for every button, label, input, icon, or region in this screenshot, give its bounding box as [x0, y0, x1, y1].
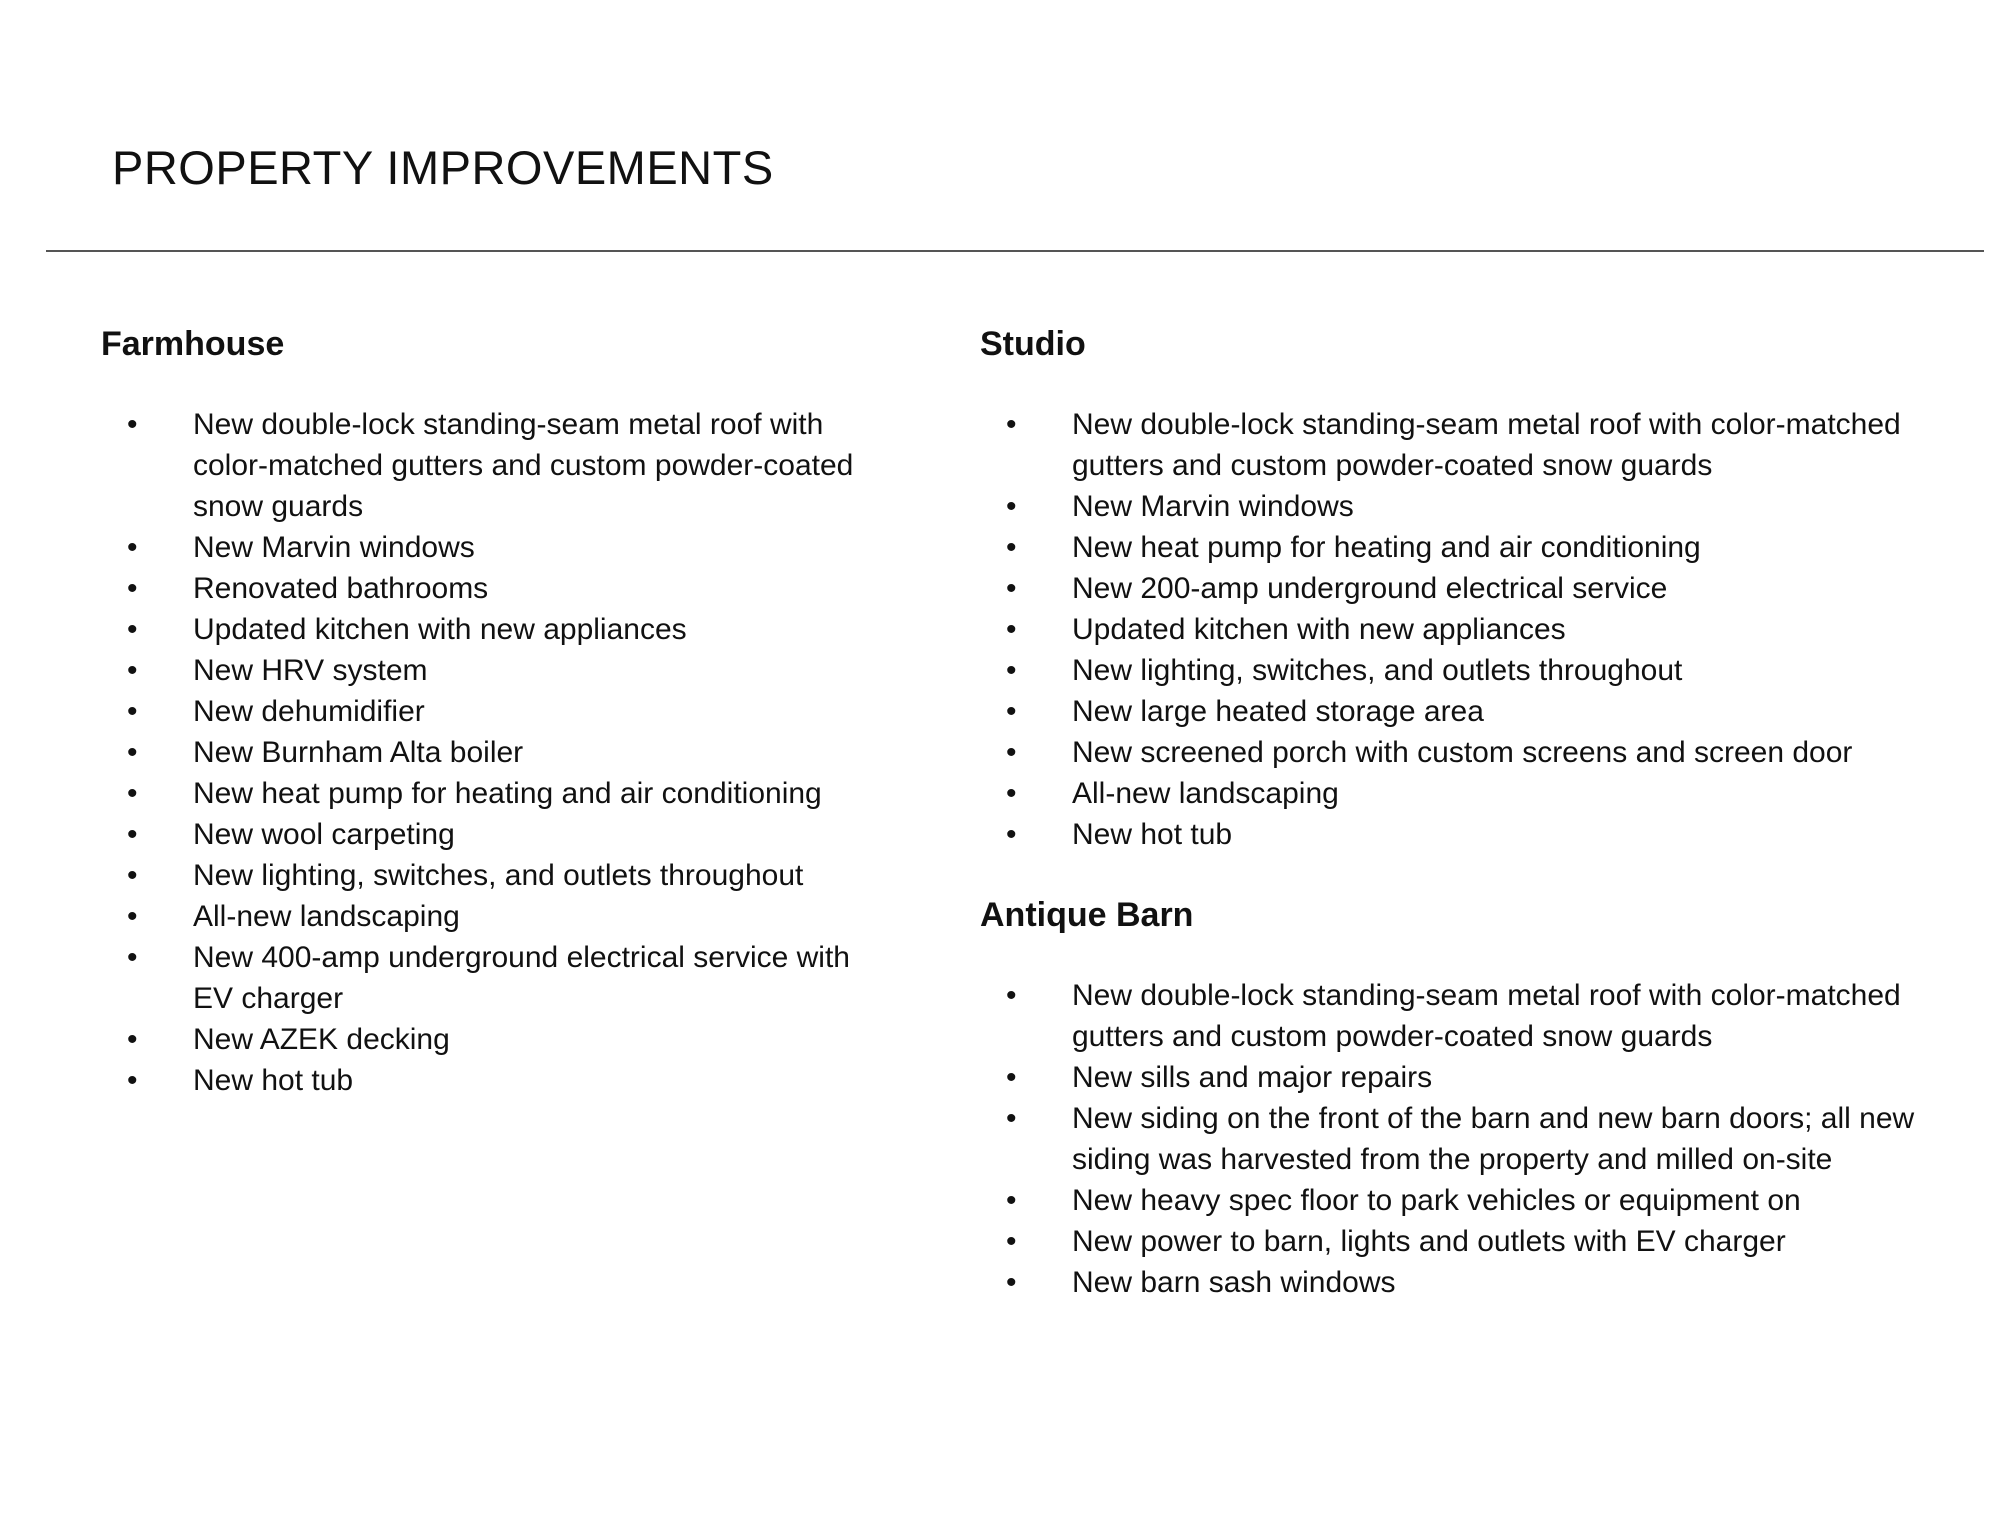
- list-item: [101, 691, 901, 732]
- list-item: [101, 1019, 901, 1060]
- bullet-icon: •: [1006, 1266, 1017, 1299]
- list-item: [101, 814, 901, 855]
- list-item-text: New lighting, switches, and outlets throughout: [193, 859, 804, 892]
- list-item-text: All-new landscaping: [193, 900, 460, 933]
- list-item: [980, 1098, 1980, 1180]
- list-item-text: All-new landscaping: [1072, 777, 1339, 810]
- list-item: [101, 650, 901, 691]
- bullet-icon: •: [127, 736, 138, 769]
- list-item: [101, 773, 901, 814]
- list-item: [101, 855, 901, 896]
- farmhouse-list: [101, 404, 901, 1101]
- bullet-icon: •: [1006, 572, 1017, 605]
- bullet-icon: •: [1006, 654, 1017, 687]
- list-item: [980, 568, 1980, 609]
- studio-barn-column: [980, 322, 1980, 1303]
- list-item: [101, 1060, 901, 1101]
- title-divider: [46, 250, 1984, 252]
- list-item: [101, 568, 901, 609]
- list-item: [101, 732, 901, 773]
- list-item-text: New power to barn, lights and outlets with EV charger: [1072, 1225, 1786, 1258]
- list-item: [980, 1262, 1980, 1303]
- bullet-icon: •: [127, 531, 138, 564]
- bullet-icon: •: [1006, 979, 1017, 1012]
- page-title: PROPERTY IMPROVEMENTS: [112, 141, 774, 194]
- list-item: [980, 650, 1980, 691]
- farmhouse-column: [101, 322, 901, 1101]
- list-item-text: New Burnham Alta boiler: [193, 736, 524, 769]
- list-item-text: New dehumidifier: [193, 695, 425, 728]
- list-item-text: New lighting, switches, and outlets throughout: [1072, 654, 1683, 687]
- bullet-icon: •: [1006, 736, 1017, 769]
- list-item-text: New wool carpeting: [193, 818, 455, 851]
- list-item-text: New HRV system: [193, 654, 428, 687]
- list-item-text: New 400-amp underground electrical service with EV charger: [193, 941, 850, 1015]
- antique-barn-list: [980, 975, 1980, 1303]
- bullet-icon: •: [127, 408, 138, 441]
- list-item-text: New large heated storage area: [1072, 695, 1484, 728]
- list-item: [980, 691, 1980, 732]
- list-item-text: New double-lock standing-seam metal roof with color-matched gutters and custom powder-coated snow guards: [1072, 408, 1901, 482]
- farmhouse-heading: Farmhouse: [101, 325, 285, 363]
- list-item: [101, 609, 901, 650]
- list-item-text: New siding on the front of the barn and new barn doors; all new siding was harvested from the property and milled on-site: [1072, 1102, 1915, 1176]
- list-item-text: New hot tub: [1072, 818, 1233, 851]
- list-item: [980, 975, 1980, 1057]
- bullet-icon: •: [127, 1064, 138, 1097]
- list-item-text: Renovated bathrooms: [193, 572, 489, 605]
- bullet-icon: •: [127, 654, 138, 687]
- list-item-text: New 200-amp underground electrical service: [1072, 572, 1668, 605]
- bullet-icon: •: [1006, 777, 1017, 810]
- list-item-text: New heat pump for heating and air conditioning: [1072, 531, 1701, 564]
- list-item: [101, 937, 901, 1019]
- list-item-text: New screened porch with custom screens and screen door: [1072, 736, 1853, 769]
- list-item: [980, 732, 1980, 773]
- list-item-text: New Marvin windows: [193, 531, 475, 564]
- list-item-text: New heavy spec floor to park vehicles or equipment on: [1072, 1184, 1801, 1217]
- list-item: [101, 527, 901, 568]
- list-item-text: New hot tub: [193, 1064, 354, 1097]
- studio-heading: Studio: [980, 325, 1086, 363]
- bullet-icon: •: [1006, 1225, 1017, 1258]
- list-item: [980, 1057, 1980, 1098]
- list-item-text: New AZEK decking: [193, 1023, 450, 1056]
- list-item-text: Updated kitchen with new appliances: [193, 613, 687, 646]
- bullet-icon: •: [1006, 1184, 1017, 1217]
- bullet-icon: •: [1006, 695, 1017, 728]
- list-item: [980, 486, 1980, 527]
- bullet-icon: •: [1006, 1061, 1017, 1094]
- studio-list: [980, 404, 1980, 855]
- bullet-icon: •: [127, 818, 138, 851]
- bullet-icon: •: [127, 572, 138, 605]
- bullet-icon: •: [127, 613, 138, 646]
- list-item-text: New heat pump for heating and air conditioning: [193, 777, 822, 810]
- bullet-icon: •: [127, 941, 138, 974]
- bullet-icon: •: [127, 695, 138, 728]
- bullet-icon: •: [127, 900, 138, 933]
- bullet-icon: •: [1006, 818, 1017, 851]
- bullet-icon: •: [127, 859, 138, 892]
- list-item: [980, 1180, 1980, 1221]
- list-item: [980, 527, 1980, 568]
- bullet-icon: •: [127, 1023, 138, 1056]
- list-item: [980, 1221, 1980, 1262]
- bullet-icon: •: [1006, 490, 1017, 523]
- list-item: [980, 773, 1980, 814]
- list-item-text: Updated kitchen with new appliances: [1072, 613, 1566, 646]
- bullet-icon: •: [1006, 408, 1017, 441]
- list-item-text: New sills and major repairs: [1072, 1061, 1433, 1094]
- list-item-text: New double-lock standing-seam metal roof with color-matched gutters and custom powder-coated snow guards: [193, 408, 854, 523]
- list-item: [101, 404, 901, 527]
- bullet-icon: •: [1006, 1102, 1017, 1135]
- list-item-text: New barn sash windows: [1072, 1266, 1396, 1299]
- list-item: [980, 609, 1980, 650]
- bullet-icon: •: [1006, 613, 1017, 646]
- list-item: [980, 814, 1980, 855]
- antique-barn-heading: Antique Barn: [980, 896, 1194, 934]
- list-item: [101, 896, 901, 937]
- list-item: [980, 404, 1980, 486]
- bullet-icon: •: [127, 777, 138, 810]
- list-item-text: New double-lock standing-seam metal roof with color-matched gutters and custom powder-coated snow guards: [1072, 979, 1901, 1053]
- list-item-text: New Marvin windows: [1072, 490, 1354, 523]
- bullet-icon: •: [1006, 531, 1017, 564]
